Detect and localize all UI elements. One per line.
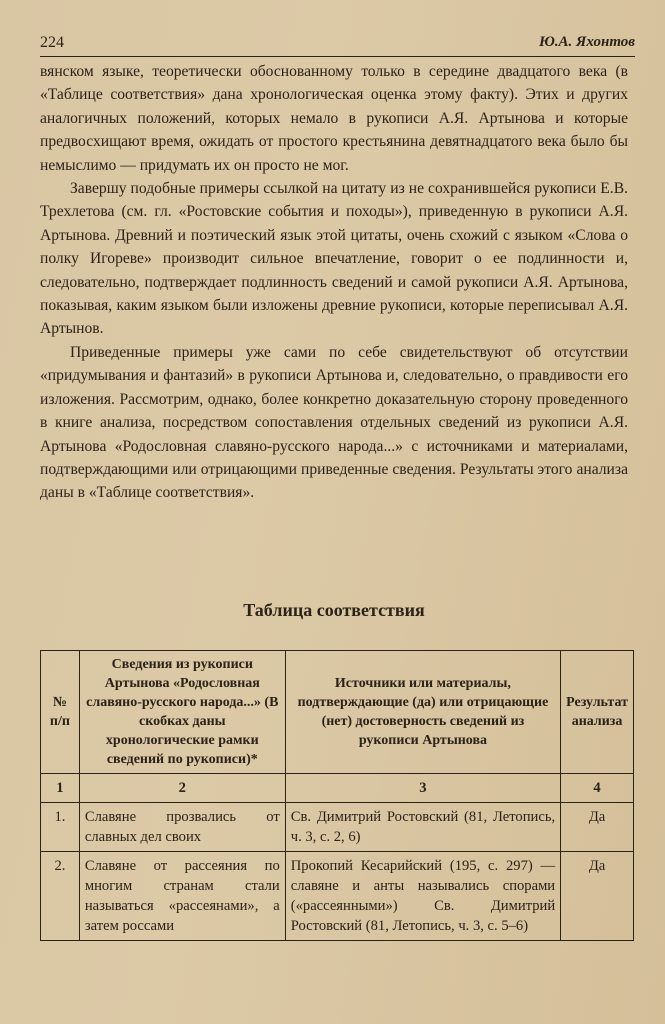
column-number-row <box>41 774 634 803</box>
header-info: Сведения из рукописи Артынова «Родословная славяно-русского народа...» (В скобках даны хронологические рамки сведений по рукописи)* <box>79 651 285 774</box>
column-number: 2 <box>79 774 285 803</box>
table-header-row <box>41 651 634 774</box>
paragraph: Приведенные примеры уже сами по себе свидетельствуют об отсутствии «придумывания и фантазий» в рукописи Артынова и, следовательно, о правдивости его изложения. Рассмотрим, однако, более конкретно доказательную сторону проведенного в книге анализа, посредством сопоставления отдельных сведений из рукописи А.Я. Артынова «Родословная славяно-русского народа...» с источниками и материалами, подтверждающими или отрицающими приведенные сведения. Результаты этого анализа даны в «Таблице соответствия». <box>40 343 628 502</box>
page-number: 224 <box>40 34 64 51</box>
column-number: 1 <box>41 774 80 803</box>
paragraph: Завершу подобные примеры ссылкой на цитату из не сохранившейся рукописи Е.В. Трехлетова (см. гл. «Ростовские события и походы»), приведенную в рукописи А.Я. Артынова. Древний и поэтический язык этой цитаты, очень схожий с языком «Слова о полку Игореве» производит сильное впечатление, говорит о ее подлинности и, следовательно, подтверждает подлинность сведений и самой рукописи А.Я. Артынова, показывая, каким языком были изложены древние рукописи, которые переписывал А.Я. Артынов. <box>40 180 628 338</box>
page-header <box>40 30 635 57</box>
row-result: Да <box>561 852 634 941</box>
header-result: Результат анализа <box>561 651 634 774</box>
table-row <box>41 803 634 852</box>
table-row <box>41 852 634 941</box>
paragraph: вянском языке, теоретически обоснованному только в середине двадцатого века (в «Таблице соответствия» дана хронологическая оценка этому факту). Этих и других аналогичных положений, которых немало в рукописи А.Я. Артынова и которые предвосхищают время, ожидать от простого крестьянина девятнадцатого века было бы немыслимо — придумать их он просто не мог. <box>40 63 628 174</box>
row-info: Славяне от рассеяния по многим странам стали называться «рассеянами», а затем россами <box>79 852 285 941</box>
row-result: Да <box>561 803 634 852</box>
correspondence-table <box>40 650 634 941</box>
body-text <box>40 60 628 505</box>
column-number: 4 <box>561 774 634 803</box>
row-num: 1. <box>41 803 80 852</box>
table-title: Таблица соответствия <box>243 600 425 620</box>
header-num: № п/п <box>41 651 80 774</box>
header-sources: Источники или материалы, подтверждающие (да) или отрицающие (нет) достоверность сведений из рукописи Артынова <box>285 651 560 774</box>
column-number: 3 <box>285 774 560 803</box>
row-info: Славяне прозвались от славных дел своих <box>79 803 285 852</box>
row-num: 2. <box>41 852 80 941</box>
row-sources: Св. Димитрий Ростовский (81, Летопись, ч. 3, с. 2, 6) <box>285 803 560 852</box>
running-title: Ю.А. Яхонтов <box>538 34 635 50</box>
row-sources: Прокопий Кесарийский (195, с. 297) — славяне и анты назывались спорами («рассеянными») Св. Димитрий Ростовский (81, Летопись, ч. 3, с. 5–6) <box>285 852 560 941</box>
